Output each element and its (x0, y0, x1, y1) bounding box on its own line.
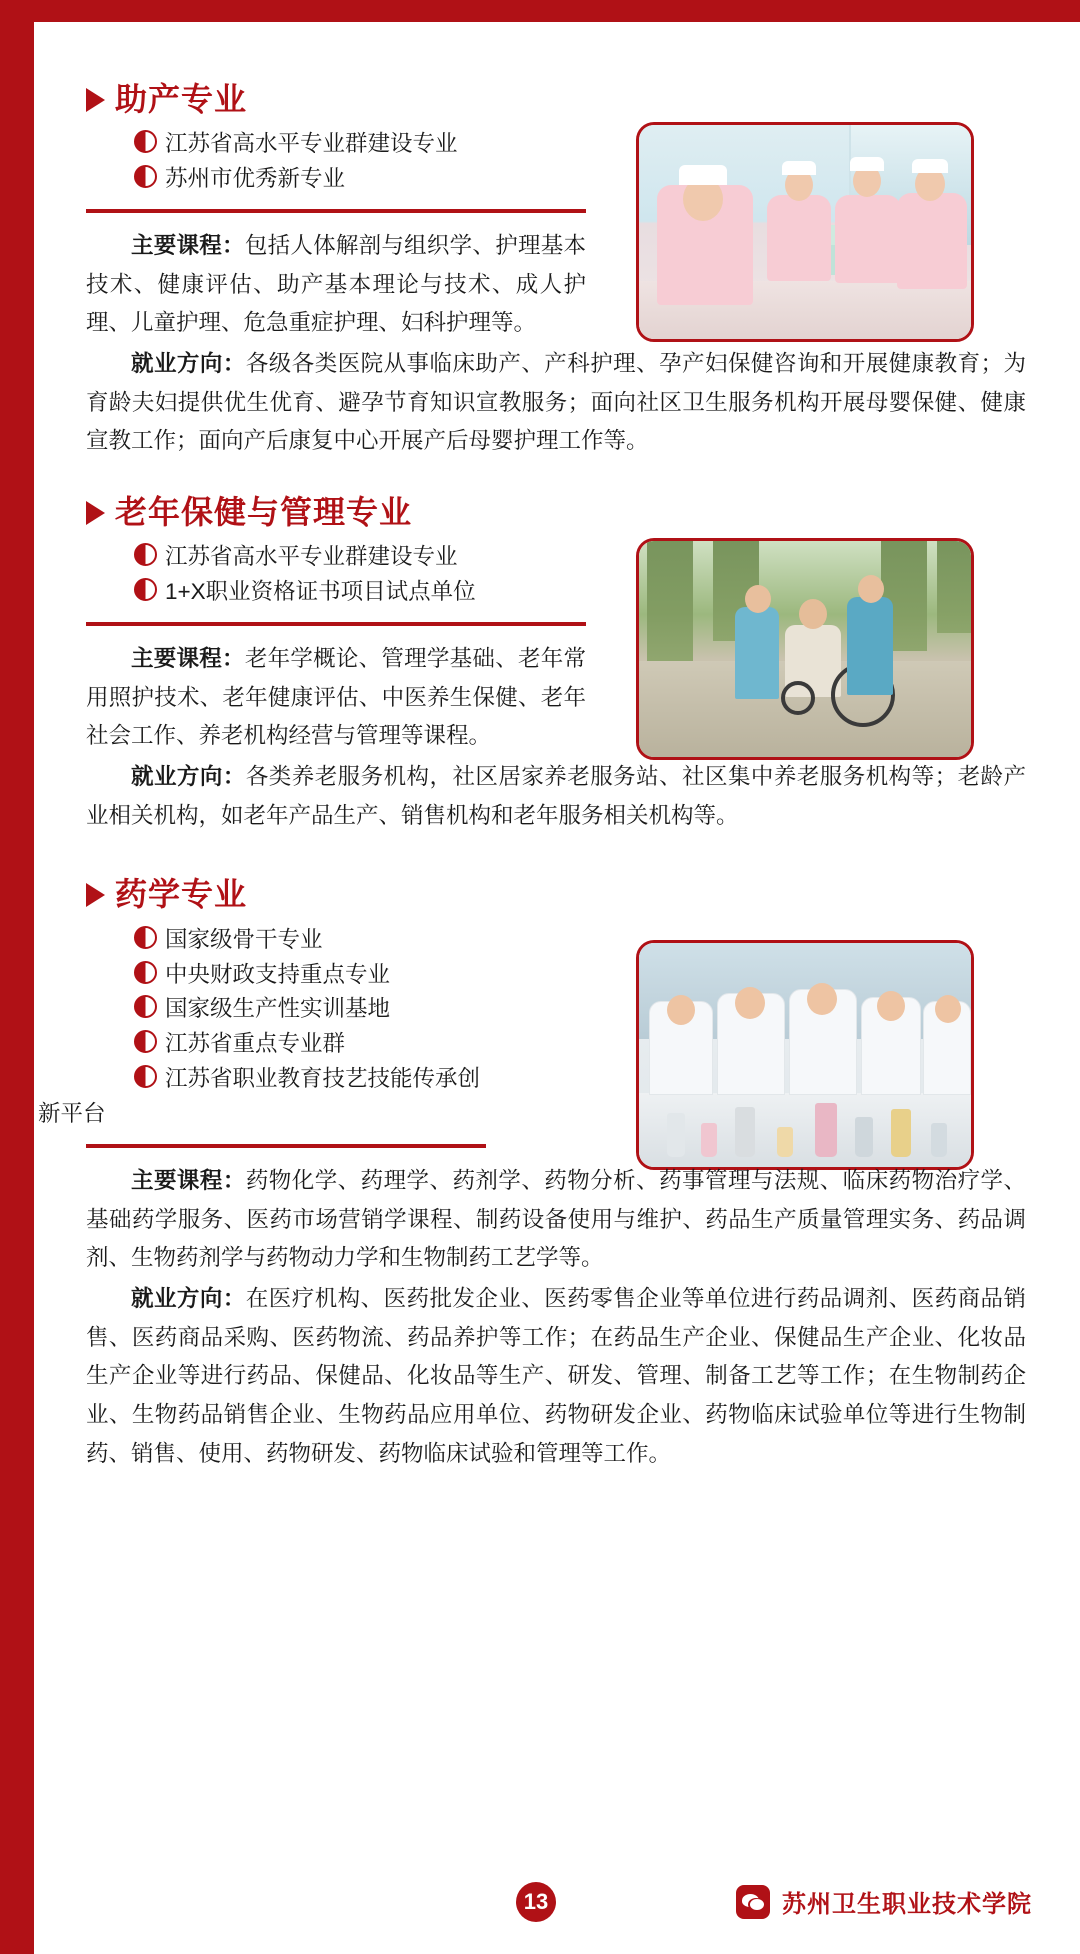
half-circle-bullet-icon (134, 995, 157, 1018)
paragraph (86, 1280, 1026, 1473)
courses-text: 老年学概论、管理学基础、老年常用照护技术、老年健康评估、中医养生保健、老年社会工作、养老机构经营与管理等课程。 (86, 646, 586, 749)
tag-label: 江苏省高水平专业群建设专业 (165, 131, 458, 157)
section-header (86, 82, 586, 117)
elderly-courses-block (86, 640, 586, 756)
triangle-bullet-icon (86, 88, 105, 112)
tag-label: 江苏省高水平专业群建设专业 (165, 544, 458, 570)
tag-label: 江苏省职业教育技艺技能传承创 (165, 1066, 481, 1092)
half-circle-bullet-icon (134, 578, 157, 601)
career-label: 就业方向： (131, 764, 246, 790)
courses-label: 主要课程： (131, 1167, 246, 1193)
half-circle-bullet-icon (134, 1030, 157, 1053)
midwifery-career-block (86, 345, 1026, 461)
section-title: 药学专业 (115, 876, 248, 913)
half-circle-bullet-icon (134, 543, 157, 566)
list-item (134, 540, 586, 575)
section-title: 老年保健与管理专业 (115, 494, 413, 531)
tag-list (134, 923, 586, 1097)
page-body (34, 22, 1080, 1954)
section-midwifery (86, 82, 586, 213)
wechat-account-name: 苏州卫生职业技术学院 (782, 1891, 1032, 1918)
half-circle-bullet-icon (134, 130, 157, 153)
paragraph (86, 640, 586, 756)
list-item (134, 992, 586, 1027)
section-elderly-care (86, 495, 586, 626)
section-header (86, 877, 586, 912)
courses-text: 药物化学、药理学、药剂学、药物分析、药事管理与法规、临床药物治疗学、基础药学服务、医药市场营销学课程、制药设备使用与维护、药品生产质量管理实务、药品调剂、生物药剂学与药物动力学和生物制药工艺学等。 (86, 1167, 1026, 1271)
pharmacy-courses-block (86, 1162, 1026, 1278)
half-circle-bullet-icon (134, 961, 157, 984)
tag-list (134, 127, 586, 197)
triangle-bullet-icon (86, 883, 105, 907)
career-label: 就业方向： (131, 1285, 246, 1311)
section-pharmacy (38, 876, 586, 1147)
midwifery-courses-block (86, 227, 586, 343)
tag-overflow-text: 新平台 (38, 1101, 106, 1126)
list-item (134, 1062, 586, 1097)
career-label: 就业方向： (131, 351, 246, 376)
half-circle-bullet-icon (134, 1065, 157, 1088)
elderly-career-block (86, 758, 1026, 835)
triangle-bullet-icon (86, 501, 105, 525)
career-text: 在医疗机构、医药批发企业、医药零售企业等单位进行药品调剂、医药商品销售、医药商品采购、医药物流、药品养护等工作；在药品生产企业、保健品生产企业、化妆品生产企业等进行药品、保健品、化妆品等生产、研发、管理、制备工艺等工作；在生物制药企业、生物药品销售企业、生物药品应用单位、药物研发企业、药物临床试验单位等进行生物制药、销售、使用、药物研发、药物临床试验和管理等工作。 (86, 1285, 1026, 1466)
divider (86, 1144, 486, 1148)
paragraph (86, 1162, 1026, 1278)
pharmacy-career-block (86, 1280, 1026, 1473)
page-number: 13 (516, 1882, 556, 1922)
paragraph (86, 227, 586, 343)
list-item (134, 162, 586, 197)
courses-text: 包括人体解剖与组织学、护理基本技术、健康评估、助产基本理论与技术、成人护理、儿童护理、危急重症护理、妇科护理等。 (86, 232, 586, 336)
paragraph (86, 345, 1026, 461)
half-circle-bullet-icon (134, 926, 157, 949)
content-column (38, 81, 1026, 1475)
paragraph (86, 758, 1026, 835)
list-item (134, 958, 586, 993)
section-title: 助产专业 (115, 81, 248, 117)
tag-label: 苏州市优秀新专业 (165, 166, 346, 192)
courses-label: 主要课程： (131, 232, 245, 258)
divider (86, 622, 586, 626)
half-circle-bullet-icon (134, 165, 157, 188)
list-item (134, 127, 586, 162)
section-header (86, 495, 586, 530)
page-footer (34, 1862, 1080, 1954)
tag-label: 1+X职业资格证书项目试点单位 (165, 579, 476, 605)
wechat-block (736, 1884, 1032, 1919)
tag-label: 中央财政支持重点专业 (165, 961, 391, 987)
tag-label: 江苏省重点专业群 (165, 1031, 346, 1057)
courses-label: 主要课程： (131, 646, 245, 671)
tag-list (134, 540, 586, 610)
career-text: 各类养老服务机构，社区居家养老服务站、社区集中养老服务机构等；老龄产业相关机构，如老年产品生产、销售机构和老年服务相关机构等。 (86, 764, 1026, 828)
list-item (134, 575, 586, 610)
page-left-red-strip (0, 0, 34, 1954)
page-top-red-bar (0, 0, 1080, 22)
tag-label: 国家级骨干专业 (165, 926, 323, 952)
list-item (134, 923, 586, 958)
tag-label: 国家级生产性实训基地 (165, 996, 391, 1022)
wechat-icon (736, 1885, 770, 1919)
list-item (134, 1027, 586, 1062)
career-text: 各级各类医院从事临床助产、产科护理、孕产妇保健咨询和开展健康教育；为育龄夫妇提供优生优育、避孕节育知识宣教服务；面向社区卫生服务机构开展母婴保健、健康宣教工作；面向产后康复中心开展产后母婴护理工作等。 (86, 351, 1026, 454)
divider (86, 209, 586, 213)
